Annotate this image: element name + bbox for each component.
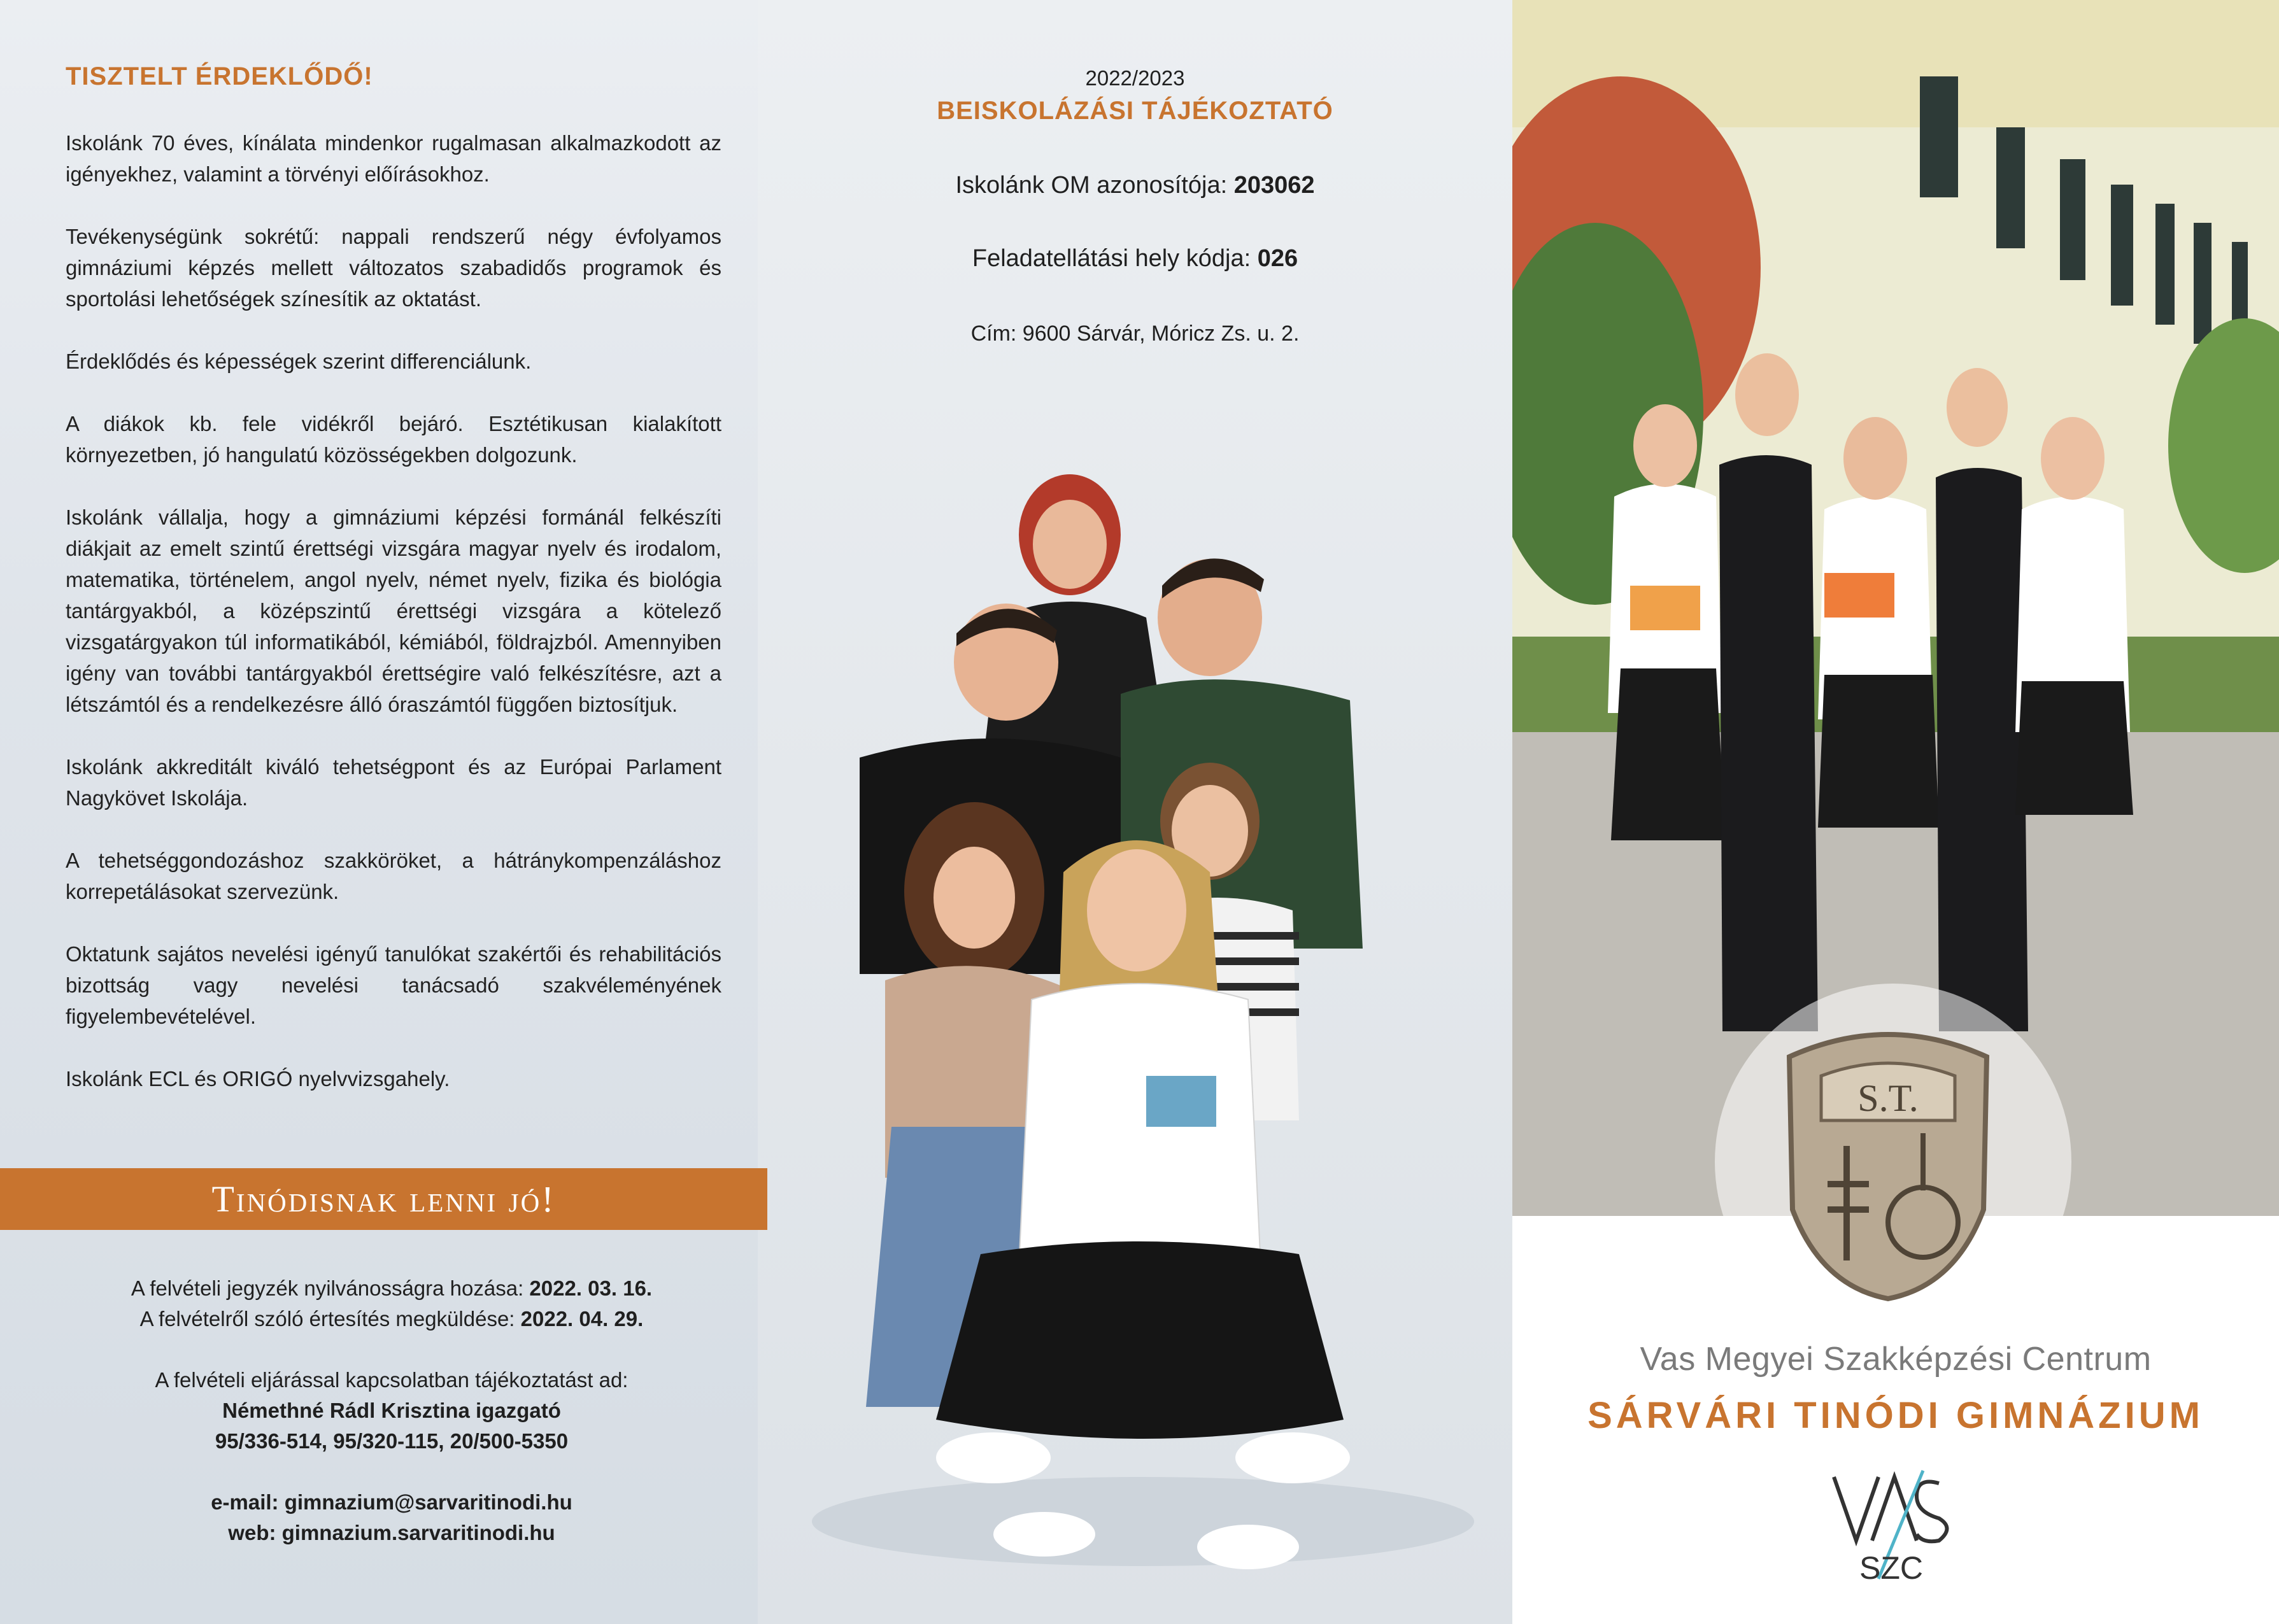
contact-intro: A felvételi eljárással kapcsolatban tájékoztatást ad:	[155, 1368, 628, 1392]
school-year: 2022/2023	[1085, 66, 1185, 90]
spacer	[13, 1457, 770, 1487]
site-code-label: Feladatellátási hely kódja:	[972, 245, 1258, 272]
deadline-date: 2022. 04. 29.	[520, 1307, 644, 1331]
intro-paragraph: Iskolánk vállalja, hogy a gimnáziumi képzési formánál felkészíti diákjait az emelt szintű érettségi vizsgára magyar nyelv és irodalom, matematika, történelem, angol nyelv, német nyelv, fizika és biológia tantárgyakból, a középszintű érettségi vizsgára a kötelező vizsgatárgyakon túl informatikából, kémiából, földrajzból. Amennyiben igény van további tantárgyakból érettségire való felkészítésre, azt a létszámtól és a rendelkezésre álló óraszámtól függően biztosítjuk.	[66, 505, 721, 716]
slogan-banner	[0, 1168, 767, 1230]
slogan-text: Tinódisnak lenni jó!	[211, 1178, 556, 1220]
greeting-heading: TISZTELT ÉRDEKLŐDŐ!	[66, 62, 373, 90]
intro-paragraph: Oktatunk sajátos nevelési igényű tanulókat szakértői és rehabilitációs bizottság vagy nevelési tanácsadó szakvéleményének figyelembevételével.	[66, 942, 721, 1028]
site-code-value: 026	[1257, 245, 1298, 272]
intro-text	[66, 127, 721, 1126]
intro-paragraph: A diákok kb. fele vidékről bejáró. Esztétikusan kialakított környezetben, jó hangulatú közösségekben dolgozunk.	[66, 412, 721, 467]
intro-paragraph: Iskolánk akkreditált kiváló tehetségpont és az Európai Parlament Nagykövet Iskolája.	[66, 755, 721, 810]
contact-phones	[13, 1426, 770, 1457]
crest-letters: S.T.	[1857, 1077, 1919, 1119]
om-id	[758, 172, 1512, 199]
logo-text: SZC	[1859, 1550, 1923, 1585]
deadline-line-2	[13, 1304, 770, 1334]
om-label: Iskolánk OM azonosítója:	[955, 172, 1234, 199]
deadline-label: A felvételről szóló értesítés megküldése:	[139, 1307, 521, 1331]
address: Cím: 9600 Sárvár, Móricz Zs. u. 2.	[970, 321, 1300, 346]
intro-paragraph: Tevékenységünk sokrétű: nappali rendszerű négy évfolyamos gimnáziumi képzés mellett változatos szabadidős programok és sportolási lehetőségek színesítik az oktatást.	[66, 225, 721, 311]
deadline-date: 2022. 03. 16.	[529, 1276, 653, 1300]
brochure-title: BEISKOLÁZÁSI TÁJÉKOZTATÓ	[937, 97, 1333, 125]
contact-name	[13, 1395, 770, 1426]
web-link[interactable]: web: gimnazium.sarvaritinodi.hu	[228, 1521, 555, 1544]
spacer	[13, 1334, 770, 1365]
school-crest-icon	[1764, 1019, 2012, 1305]
deadline-line-1	[13, 1273, 770, 1304]
vas-szc-logo-icon	[1828, 1458, 1955, 1585]
school-name: SÁRVÁRI TINÓDI GIMNÁZIUM	[1587, 1395, 2204, 1436]
intro-paragraph: Iskolánk ECL és ORIGÓ nyelvvizsgahely.	[66, 1067, 450, 1091]
contact-name-text: Némethné Rádl Krisztina igazgató	[222, 1399, 561, 1422]
intro-paragraph: Iskolánk 70 éves, kínálata mindenkor rugalmasan alkalmazkodott az igényekhez, valamint a törvényi előírásokhoz.	[66, 131, 721, 186]
om-value: 203062	[1233, 172, 1315, 199]
email-line	[13, 1487, 770, 1518]
web-line	[13, 1518, 770, 1548]
centre-name: Vas Megyei Szakképzési Centrum	[1640, 1341, 2152, 1378]
email-link[interactable]: e-mail: gimnazium@sarvaritinodi.hu	[211, 1490, 572, 1514]
site-code	[758, 245, 1512, 272]
intro-paragraph: Érdeklődés és képességek szerint differenciálunk.	[66, 350, 532, 373]
student-group-photo	[790, 427, 1496, 1579]
deadline-label: A felvételi jegyzék nyilvánosságra hozása:	[131, 1276, 530, 1300]
contact-phones-text: 95/336-514, 95/320-115, 20/500-5350	[215, 1429, 569, 1453]
intro-paragraph: A tehetséggondozáshoz szakköröket, a hátránykompenzáláshoz korrepetálásokat szervezünk.	[66, 849, 721, 903]
admission-info	[13, 1273, 770, 1548]
